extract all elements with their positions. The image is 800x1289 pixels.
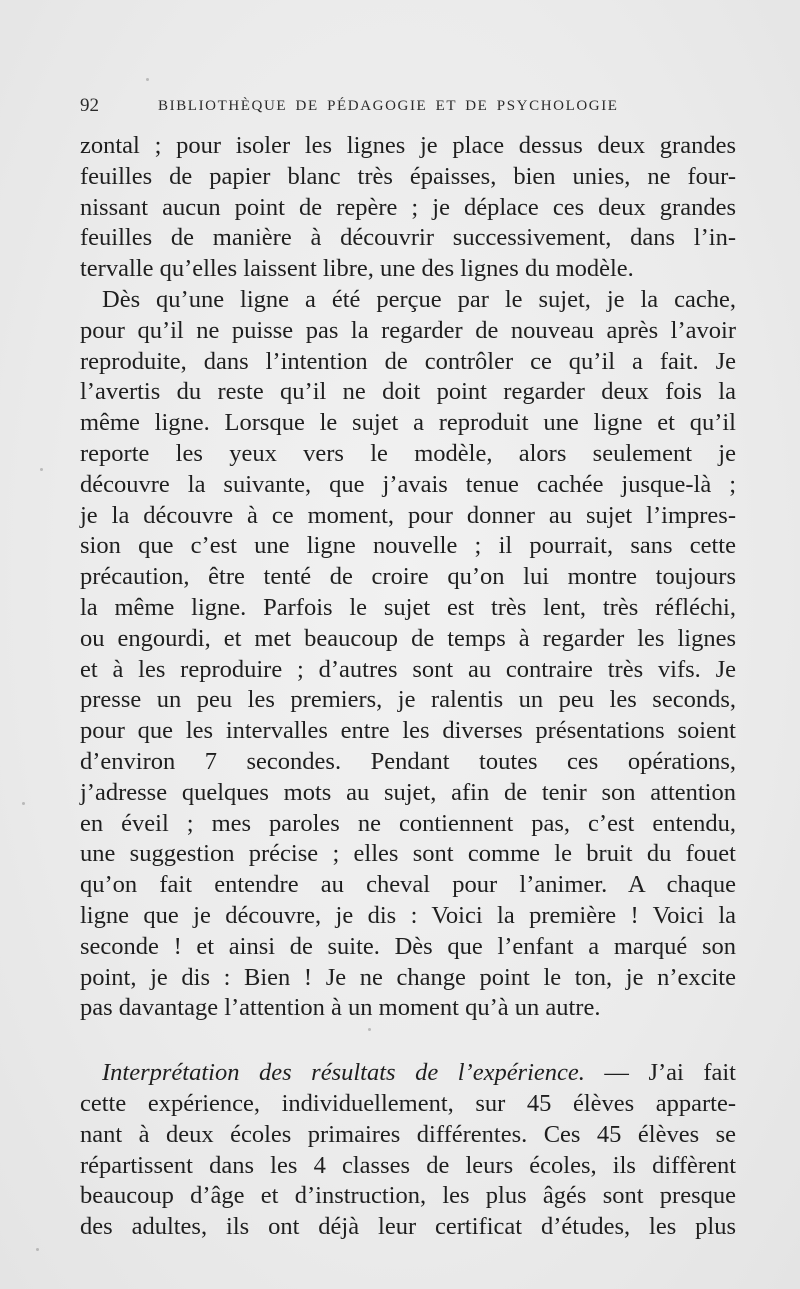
- text-line: sion que c’est une ligne nouvelle ; il pourrait, sans cette: [80, 532, 736, 560]
- text-line: reproduite, dans l’intention de contrôler ce qu’il a fait. Je: [80, 347, 736, 375]
- text-line: point, je dis : Bien ! Je ne change point le ton, je n’excite: [80, 963, 736, 991]
- text-line: feuilles de manière à découvrir successivement, dans l’in-: [80, 224, 736, 252]
- text-line: précaution, être tenté de croire qu’on lui montre toujours: [80, 563, 736, 591]
- paragraph-2: [80, 285, 736, 1024]
- text-line: qu’on fait entendre au cheval pour l’animer. A chaque: [80, 871, 736, 899]
- paragraph-3: [80, 1058, 736, 1243]
- text-line: répartissent dans les 4 classes de leurs écoles, ils diffèrent: [80, 1151, 736, 1179]
- text-line: beaucoup d’âge et d’instruction, les plus âgés sont presque: [80, 1182, 736, 1210]
- text-line: feuilles de papier blanc très épaisses, bien unies, ne four-: [80, 162, 736, 190]
- page-body: [80, 131, 736, 1243]
- text-line: pour qu’il ne puisse pas la regarder de nouveau après l’avoir: [80, 316, 736, 344]
- text-line: seconde ! et ainsi de suite. Dès que l’enfant a marqué son: [80, 932, 736, 960]
- text-line: presse un peu les premiers, je ralentis un peu les seconds,: [80, 686, 736, 714]
- running-head: [80, 92, 730, 120]
- text-line: nant à deux écoles primaires différentes. Ces 45 élèves se: [80, 1120, 736, 1148]
- text-line: même ligne. Lorsque le sujet a reproduit une ligne et qu’il: [80, 409, 736, 437]
- text-line: nissant aucun point de repère ; je déplace ces deux grandes: [80, 193, 736, 221]
- text-line: découvre la suivante, que j’avais tenue cachée jusque-là ;: [80, 470, 736, 498]
- text-line: je la découvre à ce moment, pour donner au sujet l’impres-: [80, 501, 736, 529]
- section-spacer: [80, 1024, 736, 1058]
- paper-speck: [22, 802, 25, 805]
- text-line: d’environ 7 secondes. Pendant toutes ces opérations,: [80, 747, 736, 775]
- text-line: Dès qu’une ligne a été perçue par le sujet, je la cache,: [102, 285, 736, 313]
- page-number: 92: [80, 95, 99, 116]
- heading-continuation: — J’ai fait: [584, 1059, 736, 1087]
- text-line: une suggestion précise ; elles sont comme le bruit du fouet: [80, 840, 736, 868]
- text-line: j’adresse quelques mots au sujet, afin de tenir son attention: [80, 778, 736, 806]
- paragraph-1: [80, 131, 736, 285]
- text-line: [80, 1058, 736, 1089]
- text-line: pour que les intervalles entre les diverses présentations soient: [80, 717, 736, 745]
- text-line: des adultes, ils ont déjà leur certificat d’études, les plus: [80, 1213, 736, 1241]
- text-line: ou engourdi, et met beaucoup de temps à regarder les lignes: [80, 624, 736, 652]
- paper-speck: [146, 78, 149, 81]
- text-line: en éveil ; mes paroles ne contiennent pas, c’est entendu,: [80, 809, 736, 837]
- paper-speck: [40, 468, 43, 471]
- running-title: BIBLIOTHÈQUE DE PÉDAGOGIE ET DE PSYCHOLOGIE: [158, 98, 619, 114]
- paper-speck: [368, 1028, 371, 1031]
- text-line: ligne que je découvre, je dis : Voici la première ! Voici la: [80, 901, 736, 929]
- text-line: et à les reproduire ; d’autres sont au contraire très vifs. Je: [80, 655, 736, 683]
- section-heading: Interprétation des résultats de l’expérience.: [102, 1059, 585, 1087]
- text-line: tervalle qu’elles laissent libre, une des lignes du modèle.: [80, 255, 634, 283]
- text-line: reporte les yeux vers le modèle, alors seulement je: [80, 439, 736, 467]
- text-line: cette expérience, individuellement, sur 45 élèves apparte-: [80, 1089, 736, 1117]
- text-line: la même ligne. Parfois le sujet est très lent, très réfléchi,: [80, 593, 736, 621]
- text-line: zontal ; pour isoler les lignes je place dessus deux grandes: [80, 132, 736, 159]
- paper-speck: [36, 1248, 39, 1251]
- text-line: l’avertis du reste qu’il ne doit point regarder deux fois la: [80, 378, 736, 406]
- text-line: pas davantage l’attention à un moment qu’à un autre.: [80, 994, 601, 1022]
